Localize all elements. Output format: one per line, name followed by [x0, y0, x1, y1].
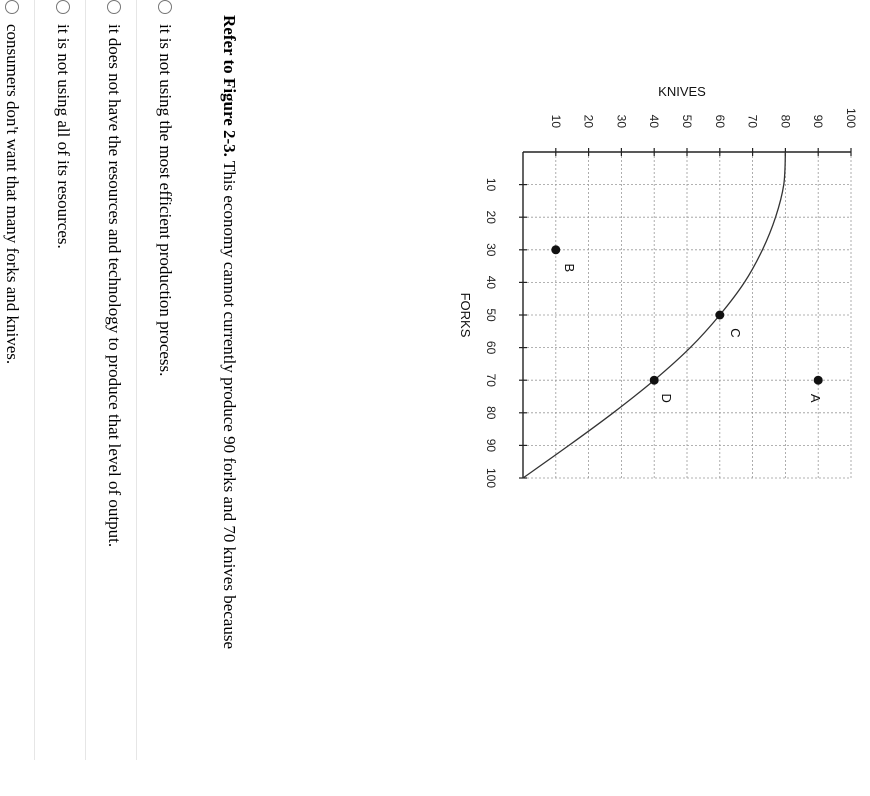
x-axis-label: FORKS	[458, 292, 473, 338]
x-tick-label: 90	[484, 438, 498, 453]
x-tick-label: 100	[484, 467, 498, 489]
y-tick-label: 40	[647, 114, 662, 128]
radio-button-3[interactable]	[56, 0, 70, 14]
point-a	[814, 376, 823, 385]
point-c	[715, 311, 724, 320]
answer-option-label: consumers don't want that many forks and knives.	[3, 24, 22, 365]
radio-button-4[interactable]	[5, 0, 19, 14]
point-label-a: A	[808, 393, 824, 403]
point-label-d: D	[659, 393, 675, 403]
figure-reference: Refer to Figure 2-3.	[220, 15, 239, 157]
chart-tick-labels	[484, 108, 858, 488]
y-tick-label: 100	[844, 107, 858, 128]
chart-grid	[523, 152, 851, 478]
point-label-b: B	[561, 263, 577, 273]
y-tick-label: 30	[614, 114, 629, 128]
x-tick-label: 60	[484, 340, 498, 355]
answer-option-2[interactable]	[85, 0, 136, 760]
answer-option-label: it is not using the most efficient production process.	[156, 24, 175, 377]
x-tick-label: 10	[484, 177, 498, 192]
x-tick-label: 40	[484, 275, 498, 290]
y-tick-label: 60	[712, 114, 727, 128]
answer-option-4[interactable]	[0, 0, 34, 760]
chart-axes	[519, 148, 851, 478]
x-tick-label: 50	[484, 308, 498, 322]
radio-button-2[interactable]	[107, 0, 121, 14]
question-body: This economy cannot currently produce 90 forks and 70 knives because	[220, 156, 239, 650]
x-tick-label: 80	[484, 406, 498, 420]
y-tick-label: 50	[680, 114, 694, 128]
answer-option-3[interactable]	[34, 0, 85, 760]
answer-option-label: it is not using all of its resources.	[54, 24, 73, 249]
question-text	[219, 15, 239, 649]
y-tick-label: 90	[811, 114, 826, 128]
y-axis-label: KNIVES	[658, 84, 706, 99]
radio-button-1[interactable]	[158, 0, 172, 14]
point-d	[650, 376, 659, 385]
answer-option-1[interactable]	[136, 0, 187, 760]
x-tick-label: 20	[484, 210, 498, 224]
answer-option-label: it does not have the resources and technology to produce that level of output.	[105, 24, 124, 548]
y-tick-label: 70	[745, 114, 760, 128]
y-tick-label: 80	[778, 114, 793, 128]
y-tick-label: 10	[548, 114, 563, 128]
x-tick-label: 30	[484, 243, 498, 257]
y-tick-label: 20	[581, 114, 596, 128]
x-tick-label: 70	[484, 373, 498, 387]
point-label-c: C	[727, 328, 743, 338]
ppf-chart	[250, 0, 870, 796]
point-b	[551, 245, 560, 254]
